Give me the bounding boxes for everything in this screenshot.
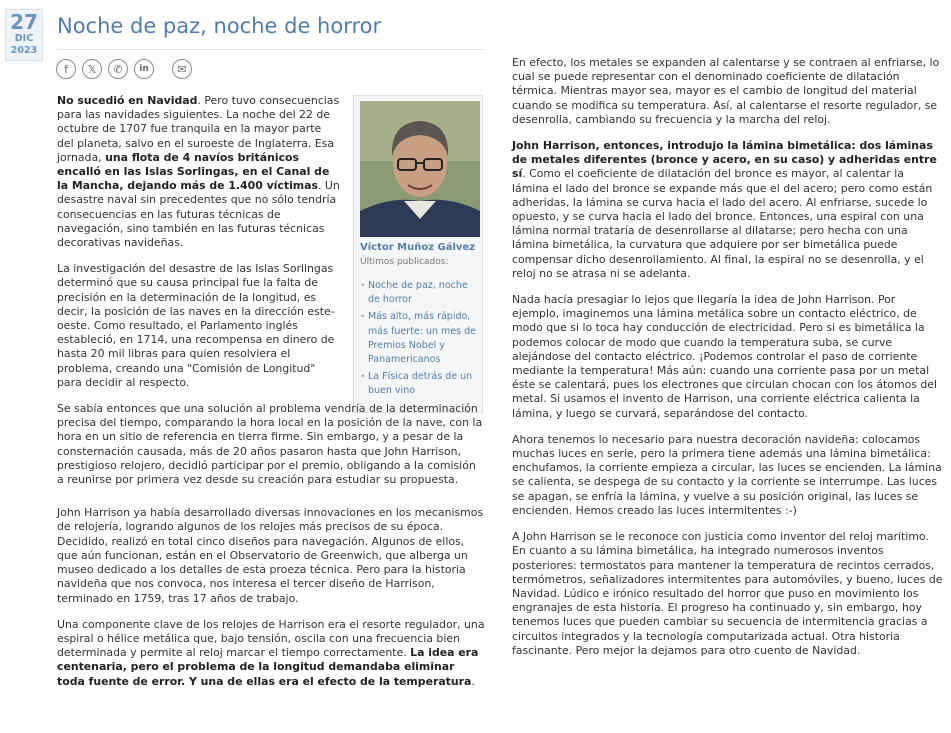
bold-text: una flota de 4 navíos británicos encalló en las Islas Sorlingas, en el Canal de la Mancha, dejando más de 1.400 víctimas	[57, 150, 330, 193]
paragraph: Se sabía entonces que una solución al problema vendría de la determinación precisa del tiempo, comparando la hora local en la posición de la nave, con la hora en un sitio de referencia en tierra firme. Sin embargo, y a pesar de la consternación causada, más de 20 años pasaron hasta que John Harrison, prestigioso relojero, decidió participar por el premio, obligando a la comisión a reunirse por primera vez desde su creación para estudiar su propuesta.	[57, 402, 483, 487]
latest-item[interactable]: • Más alto, más rápido, más fuerte: un mes de Premios Nobel y Panamericanos	[360, 310, 476, 367]
text: .	[471, 674, 475, 688]
latest-label: Últimos publicados:	[360, 257, 449, 267]
latest-item[interactable]: • Noche de paz, noche de horror	[360, 279, 476, 307]
text: Una componente clave de los relojes de Harrison era el resorte regulador, una espiral o hélice metálica que, bajo tensión, oscila con una frecuencia bien determinada y permite al reloj marcar el tiempo correctamente.	[57, 617, 485, 660]
paragraph	[57, 94, 340, 250]
whatsapp-icon[interactable]: ✆	[108, 59, 128, 79]
latest-item[interactable]: • La Física detrás de un buen vino	[360, 370, 476, 398]
facebook-icon[interactable]: f	[56, 59, 76, 79]
text: . Pero tuvo consecuencias para las navidades siguientes. La noche del 22 de octubre de 1707 fue tranquila en la mayor parte del planeta, salvo en el suroeste de Inglaterra. Esa jornada,	[57, 94, 340, 164]
paragraph	[512, 139, 944, 281]
paragraph: Ahora tenemos lo necesario para nuestra decoración navideña: colocamos muchas luces en serie, pero la primera tiene además una lámina bimetálica: enchufamos, la corriente empieza a circular, las luces se encienden. La lámina se calienta, se despega de su contacto y la corriente se interrumpe. Las luces se apagan, se enfría la lámina, y vuelve a su posición original, las luces se encienden. Hemos creado las luces intermitentes :-)	[512, 432, 942, 517]
text: . Un desastre naval sin precedentes que no sólo tendría consecuencias en las futuras técnicas de navegación, sino también en las futuras técnicas decorativas navideñas.	[57, 179, 340, 250]
x-icon[interactable]: 𝕏	[82, 59, 102, 79]
article-title: Noche de paz, noche de horror	[57, 14, 382, 38]
date-year: 2023	[10, 45, 38, 56]
bold-text: John Harrison, entonces, introdujo la lámina bimetálica: dos láminas de metales diferentes (bronce y acero, en su caso) y adheridas entre sí	[512, 139, 937, 181]
date-month: DIC	[14, 33, 34, 44]
bold-text: No sucedió en Navidad	[57, 94, 198, 107]
paragraph: La investigación del desastre de las Islas Sorlingas determinó que su causa principal fue la falta de precisión en la determinación de la longitud, es decir, la posición de las naves en la dirección este-oeste. Como resultado, el Parlamento inglés estableció, en 1714, una recompensa en dinero de hasta 20 mil libras para quien resolviera el problema, creando una "Comisión de Longitud" para decidir al respecto.	[57, 262, 335, 389]
share-bar	[56, 59, 192, 79]
paragraph: A John Harrison se le reconoce con justicia como inventor del reloj marítimo. En cuanto a su lámina bimetálica, ha integrado numerosos inventos posteriores: termostatos para mantener la temperatura de recintos cerrados, termómetros, señalizadores intermitentes para automóviles, y bueno, luces de Navidad. Lúdico e irónico resultado del horror que puso en movimiento los engranajes de esta historia. El progreso ha continuado y, sin embargo, hoy tenemos luces que pueden cambiar su secuencia de intermitencia gracias a circuitos integrados y la tecnología computarizada actual. Otra historia fascinante. Pero mejor la dejamos para otro cuento de Navidad.	[512, 530, 943, 657]
article-column-left	[57, 94, 485, 701]
bold-text: La idea era centenaria, pero el problema de la longitud demandaba eliminar toda fuente de error. Y una de ellas era el efecto de la temperatura	[57, 646, 479, 688]
title-divider	[57, 49, 485, 50]
email-icon[interactable]: ✉	[172, 59, 192, 79]
date-day: 27	[10, 10, 38, 34]
article-column-right	[512, 56, 944, 670]
paragraph: John Harrison ya había desarrollado diversas innovaciones en los mecanismos de relojería, logrando algunos de los relojes más precisos de su época. Decidido, realizó en total cinco diseños para navegación. Algunos de ellos, que aún funcionan, están en el Observatorio de Greenwich, que alberga un museo dedicado a los detalles de esta proeza técnica. Pero para la historia navideña que nos convoca, nos interesa el tercer diseño de Harrison, terminado en 1759, tras 17 años de trabajo.	[57, 506, 484, 605]
paragraph	[57, 618, 485, 689]
linkedin-icon[interactable]: in	[134, 59, 154, 79]
author-name[interactable]: Víctor Muñoz Gálvez	[360, 242, 476, 253]
paragraph: Nada hacía presagiar lo lejos que llegaría la idea de John Harrison. Por ejemplo, imaginemos una lámina metálica sobre un contacto eléctrico, de modo que si lo toca hay conducción de electricidad. Pero si es bimetálica la podemos colocar de modo que cuando la temperatura suba, se curve alejándose del contacto eléctrico. ¡Podemos controlar el paso de corriente mediante la temperatura! Más aún: cuando una corriente pasa por un metal éste se calentará, pues los electrones que circulan chocan con los átomos del metal. Si usamos el invento de Harrison, una corriente eléctrica calienta la lámina, y luego se curvará, separándose del contacto.	[512, 293, 938, 420]
text: . Como el coeficiente de dilatación del bronce es mayor, al calentar la lámina el lado del bronce se expande más que el del acero; pero como están adheridas, la lámina se curva hacia el lado del acero. Al enfriarse, sucede lo opuesto, y se curva hacia el lado del bronce. Entonces, una espiral con una lámina normal trataría de desenrollarse al dilatarse; pero hecha con una lámina bimetálica, la curvatura que adquiere por ser bimetálica puede compensar dicho desenrollamiento. Al final, la espiral no se desenrolla, y el reloj no se atrasa ni se adelanta.	[512, 167, 933, 280]
paragraph: En efecto, los metales se expanden al calentarse y se contraen al enfriarse, lo cual se puede representar con el denominado coeficiente de dilatación térmica. Mientras mayor sea, mayor es el cambio de longitud del material cuando se modifica su temperatura. Así, al calentarse el resorte regulador, se desenrolla, cambiando su frecuencia y la marcha del reloj.	[512, 56, 940, 126]
date-badge	[5, 9, 43, 61]
